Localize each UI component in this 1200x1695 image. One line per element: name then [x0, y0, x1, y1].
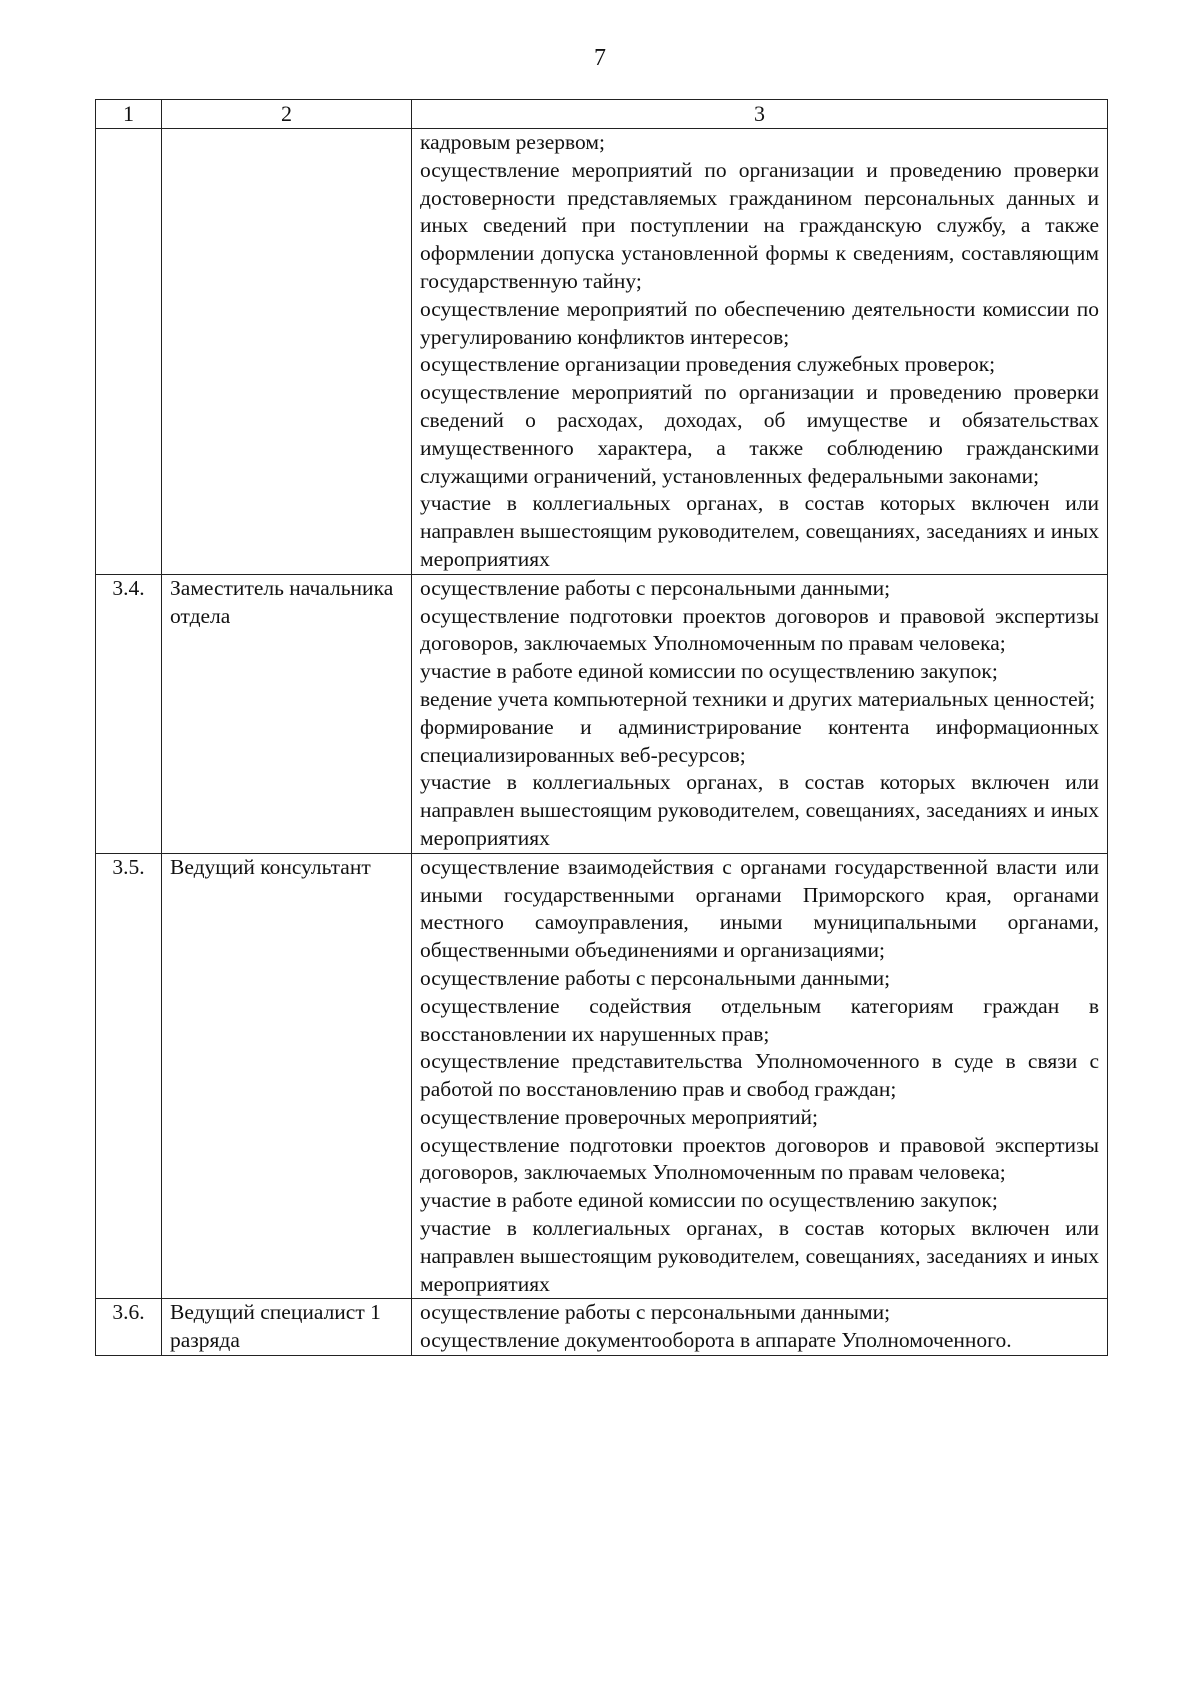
duties-table: [95, 99, 1108, 1356]
duty-item: формирование и администрирование контента информационных специализированных веб-ресурсов;: [420, 714, 1099, 767]
column-header-number: 1: [96, 100, 162, 129]
duty-item: осуществление работы с персональными данными;: [420, 575, 891, 600]
duty-item: участие в работе единой комиссии по осуществлению закупок;: [420, 1188, 998, 1213]
table-row: [96, 853, 1108, 1299]
duty-item: кадровым резервом;: [420, 130, 605, 154]
duty-item: осуществление мероприятий по организации и проведению проверки сведений о расходах, доходах, об имуществе и обязательствах имущественного характера, а также соблюдению гражданскими служащими ограничений, установленных федеральными законами;: [420, 380, 1099, 488]
duties-cell: [412, 129, 1108, 575]
column-header-position: 2: [162, 100, 412, 129]
duty-item: осуществление взаимодействия с органами государственной власти или иными государственными органами Приморского края, органами местного самоуправления, иными муниципальными органами, общественными объединениями и организациями;: [420, 854, 1099, 963]
duty-item: осуществление организации проведения служебных проверок;: [420, 352, 996, 377]
duty-item: ведение учета компьютерной техники и других материальных ценностей;: [420, 686, 1096, 711]
duty-item: осуществление содействия отдельным категориям граждан в восстановлении их нарушенных прав;: [420, 993, 1099, 1046]
table-row: [96, 1299, 1108, 1356]
duties-cell: [412, 853, 1108, 1299]
row-number: [96, 129, 162, 575]
duty-item: участие в работе единой комиссии по осуществлению закупок;: [420, 659, 998, 684]
page-number: 7: [594, 45, 606, 71]
position-title: Заместитель начальника отдела: [162, 574, 412, 853]
column-header-duties: 3: [412, 100, 1108, 129]
duty-item: осуществление подготовки проектов договоров и правовой экспертизы договоров, заключаемых Уполномоченным по правам человека;: [420, 1132, 1099, 1185]
duty-item: осуществление представительства Уполномоченного в суде в связи с работой по восстановлению прав и свобод граждан;: [420, 1049, 1099, 1102]
table-row: [96, 129, 1108, 575]
row-number: 3.6.: [96, 1299, 162, 1356]
duty-item: участие в коллегиальных органах, в состав которых включен или направлен вышестоящим руководителем, совещаниях, заседаниях и иных мероприятиях: [420, 491, 1099, 571]
position-title: [162, 129, 412, 575]
table-row: [96, 574, 1108, 853]
row-number: 3.4.: [96, 574, 162, 853]
duty-item: осуществление мероприятий по обеспечению деятельности комиссии по урегулированию конфликтов интересов;: [420, 296, 1099, 349]
position-title: Ведущий консультант: [162, 853, 412, 1299]
row-number: 3.5.: [96, 853, 162, 1299]
header-row: [96, 100, 1108, 129]
duty-item: осуществление проверочных мероприятий;: [420, 1104, 819, 1129]
duty-item: осуществление работы с персональными данными;: [420, 1300, 891, 1325]
duty-item: участие в коллегиальных органах, в состав которых включен или направлен вышестоящим руководителем, совещаниях, заседаниях и иных мероприятиях: [420, 1216, 1099, 1296]
duty-item: осуществление мероприятий по организации и проведению проверки достоверности представляемых гражданином персональных данных и иных сведений при поступлении на гражданскую службу, а также оформлении допуска установленной формы к сведениям, составляющим государственную тайну;: [420, 157, 1099, 293]
duty-item: участие в коллегиальных органах, в состав которых включен или направлен вышестоящим руководителем, совещаниях, заседаниях и иных мероприятиях: [420, 770, 1099, 850]
duty-item: осуществление работы с персональными данными;: [420, 965, 891, 990]
duty-item: осуществление подготовки проектов договоров и правовой экспертизы договоров, заключаемых Уполномоченным по правам человека;: [420, 603, 1099, 656]
duties-cell: [412, 574, 1108, 853]
duties-cell: [412, 1299, 1108, 1356]
duty-item: осуществление документооборота в аппарате Уполномоченного.: [420, 1328, 1012, 1353]
position-title: Ведущий специалист 1 разряда: [162, 1299, 412, 1356]
